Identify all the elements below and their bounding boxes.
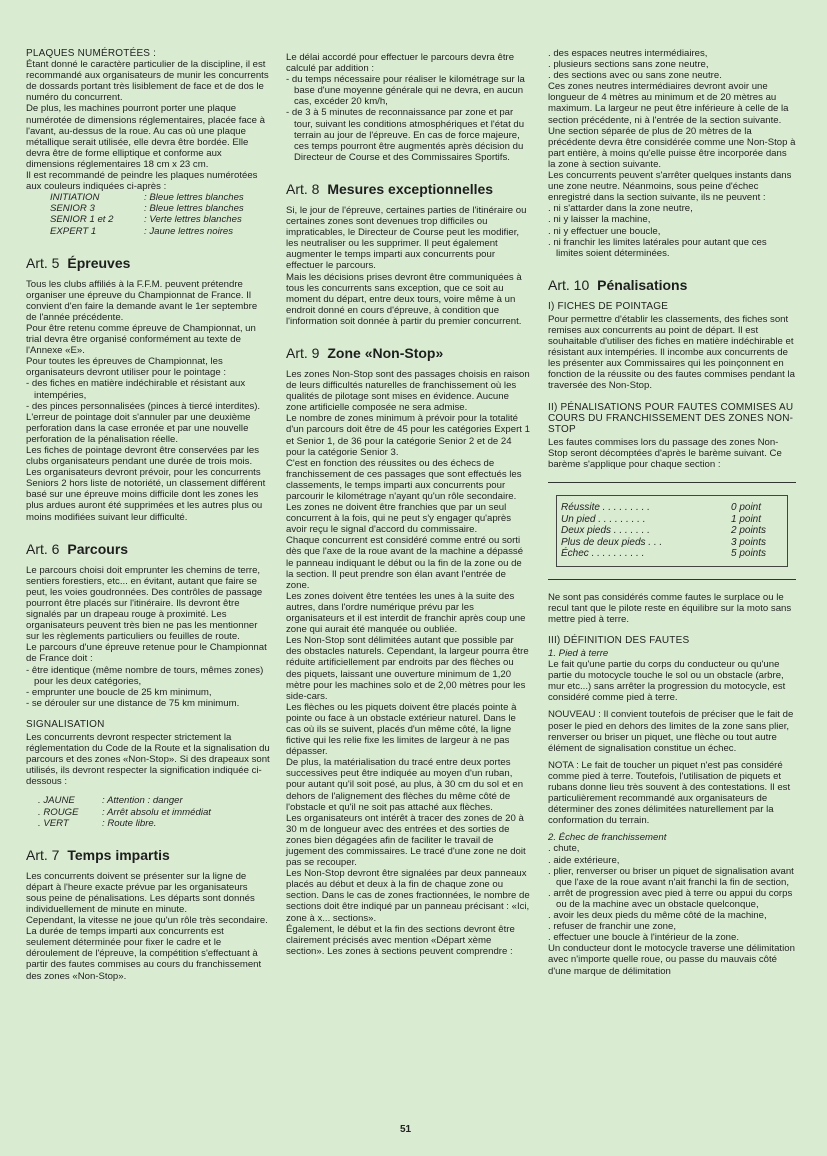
list-item: . effectuer une boucle à l'intérieur de la zone. bbox=[548, 932, 739, 944]
list-item: . des sections avec ou sans zone neutre. bbox=[548, 70, 722, 82]
color-row: SENIOR 1 et 2 : Verte lettres blanches bbox=[50, 214, 242, 226]
paragraph: Mais les décisions prises devront être communiquées à tous les concurrents sans exception, que ce soit au moment du départ, entre deux tours, voire même à un endroit donné en cours d'épreuve, à condition que l'information soit donnée à partir du premier concurrent. bbox=[286, 271, 522, 327]
paragraph: Une section séparée de plus de 20 mètres de la précédente devra être considérée comme une Non-Stop à part entière, à moins qu'elle puisse être incorporée dans la zone à section suivante. bbox=[548, 125, 796, 170]
list-item: . ni y effectuer une boucle, bbox=[548, 225, 661, 237]
paragraph: Les zones ne doivent être franchies que par un seul concurrent à la fois, qui ne peut s'y engager qu'après avoir reçu le signal d'accord du commissaire. bbox=[286, 502, 511, 536]
paragraph: Le parcours choisi doit emprunter les chemins de terre, sentiers forestiers, etc... en évitant, autant que faire se peut, les voies goudronnées. Des contrôles de passage pourront être placés sur l'itinéraire. Ils devront être signalés par un drapeau rouge à proximité. Les organisateurs peuvent très bien ne pas les mentionner sur les règlements particuliers ou feuilles de route. bbox=[26, 564, 263, 643]
article-6-heading: Art. 6 Parcours bbox=[26, 540, 129, 557]
paragraph: Ne sont pas considérés comme fautes le surplace ou le recul tant que le pilote reste en équilibre sur la moto sans mettre pied à terre. bbox=[548, 591, 792, 625]
bareme-row: Réussite . . . . . . . . . 0 point bbox=[561, 502, 762, 514]
paragraph: Les concurrents doivent se présenter sur la ligne de départ à l'heure exacte prévue par les organisateurs sous peine de pénalisations. Les départs sont donnés individuellement de minute en minute. bbox=[26, 870, 255, 915]
list-item: . ni y laisser la machine, bbox=[548, 214, 651, 226]
color-table bbox=[26, 192, 270, 236]
paragraph: La durée de temps imparti aux concurrents est seulement déterminée pour fixer le cadre et le déroulement de l'épreuve, la compétition s'effectuant à partir des fautes commises au cours du franchissement des zones «Non-Stop». bbox=[26, 926, 262, 982]
color-row: EXPERT 1 : Jaune lettres noires bbox=[50, 225, 234, 237]
paragraph: Les Non-Stop devront être signalées par deux panneaux placés au début et deux à la fin de chaque zone ou section. Dans le cas de zones fractionnées, le nombre de sections doit être indiqué par un panneau précisant : «Ici, zone à x... sections». bbox=[286, 868, 530, 924]
list-item: . ni franchir les limites latérales pour autant que ces limites soient déterminées. bbox=[548, 236, 767, 259]
article-10-heading: Art. 10 Pénalisations bbox=[548, 276, 688, 293]
list-item: . aide extérieure, bbox=[548, 854, 620, 866]
section-heading: II) PÉNALISATIONS POUR FAUTES COMMISES AU COURS DU FRANCHISSEMENT DES ZONES NON-STOP bbox=[548, 401, 794, 435]
paragraph: Le fait qu'une partie du corps du conducteur ou qu'une partie du motocycle touche le sol ou un obstacle (arbre, mur etc...) sans arrêter la progression du motocycle, est considéré comme pied à terre. bbox=[548, 659, 786, 704]
list-item: - du temps nécessaire pour réaliser le kilométrage sur la base d'une moyenne générale qui ne devra, en aucun cas, excéder 20 km/h, bbox=[286, 74, 525, 108]
article-7-heading: Art. 7 Temps impartis bbox=[26, 846, 170, 863]
paragraph: Les flèches ou les piquets doivent être placés pointe à pointe ou face à un obstacle extérieur naturel. Dans le cas où ils se suivent, placés d'un même côté, la ligne fictive qui les relie fixe les limites de largeur à ne pas dépasser. bbox=[286, 701, 517, 758]
article-5-heading: Art. 5 Épreuves bbox=[26, 254, 131, 271]
bareme-table bbox=[556, 495, 788, 567]
signalisation-heading: SIGNALISATION bbox=[26, 718, 105, 730]
bareme-row: Un pied . . . . . . . . . 1 point bbox=[561, 513, 762, 525]
list-item: . ni s'attarder dans la zone neutre, bbox=[548, 203, 693, 215]
paragraph: Les organisateurs ont intérêt à tracer des zones de 20 à 30 m de longueur avec des entrées et des sorties de zones bien dégagées afin de faciliter le travail de jugement des commissaires. Le tracé d'une zone ne doit pas se recouper. bbox=[286, 812, 526, 869]
paragraph: Les zones doivent être tentées les unes à la suite des autres, dans l'ordre numérique prévu par les organisateurs et il est interdit de franchir après coup une zone qui aurait été manquée ou oubliée. bbox=[286, 590, 526, 636]
paragraph: Le nombre de zones minimum à prévoir pour la totalité d'un parcours doit être de 45 pour les catégories Expert 1 et Senior 1, de 36 pour la catégorie Senior 2 et de 24 pour la catégorie Senior 3. bbox=[286, 413, 530, 458]
paragraph: Le délai accordé pour effectuer le parcours devra être calculé par addition : bbox=[286, 52, 515, 75]
paragraph: Les fiches de pointage devront être conservées par les clubs organisateurs pendant une durée de trois mois. bbox=[26, 445, 260, 468]
column-1 bbox=[26, 48, 270, 982]
paragraph: Également, le début et la fin des sections devront être clairement précisés avec mention «Départ xème section». Les zones à sections peuvent comprendre : bbox=[286, 923, 515, 957]
list-item: - de 3 à 5 minutes de reconnaissance par zone et par tour, suivant les conditions atmosphériques et l'état du terrain au jour de l'épreuve. En cas de force majeure, ces temps pourront être augmentés après décision du Directeur de Course et des Commissaires Sportifs. bbox=[286, 107, 525, 163]
flag-row: . ROUGE : Arrêt absolu et immédiat bbox=[38, 806, 211, 818]
paragraph: Il est recommandé de peindre les plaques numérotées aux couleurs indiquées ci-après : bbox=[26, 170, 258, 193]
color-row: INITIATION : Bleue lettres blanches bbox=[50, 192, 244, 204]
paragraph: Cependant, la vitesse ne joue qu'un rôle très secondaire. bbox=[26, 915, 268, 927]
bareme-row: Plus de deux pieds . . . 3 points bbox=[561, 536, 767, 548]
paragraph: Pour permettre d'établir les classements, des fiches sont remises aux concurrents au point de départ. Il est souhaitable d'utiliser des fiches en matière indéchirable et résistant aux intempéries. Il incombe aux concurrents de les présenter aux Commissaires qui les poinçonnent en fonction de la réussite ou des fautes commises pendant la traversée des Non-Stop. bbox=[548, 313, 795, 392]
column-2 bbox=[286, 52, 531, 957]
list-item: - être identique (même nombre de tours, mêmes zones) pour les deux catégories, bbox=[26, 664, 264, 687]
paragraph: Si, le jour de l'épreuve, certaines parties de l'itinéraire ou certaines zones sont devenues trop difficiles ou impraticables, le Directeur de Course peut les modifier, les neutraliser ou les supprimer. Il peut également augmenter le temps imparti aux concurrents pour effectuer le parcours. bbox=[286, 204, 527, 272]
paragraph: L'erreur de pointage doit s'annuler par une deuxième perforation dans la case erronée et par une nouvelle perforation de la pénalisation réelle. bbox=[26, 411, 251, 445]
paragraph: C'est en fonction des réussites ou des échecs de franchissement de ces passages que sont effectués les classements, le temps imparti aux concurrents pour parcourir le kilométrage n'ayant qu'un rôle secondaire. bbox=[286, 457, 522, 502]
paragraph: Les organisateurs devront prévoir, pour les concurrents Seniors 2 hors liste de notoriété, un classement différent basé sur une épreuve moins difficile dont les zones les plus ardues auront été supprimées et les autres plus ou moins modifiées suivant leur difficulté. bbox=[26, 467, 266, 523]
paragraph: Les Non-Stop sont délimitées autant que possible par des obstacles naturels. Cependant, la largeur pourra être réduite artificiellement par endroits par des flèches ou des piquets, laissant une ouverture minimum de 1,20 mètre pour les machines solo et de 2,00 mètres pour les side-cars. bbox=[286, 635, 529, 702]
article-8-heading: Art. 8 Mesures exceptionnelles bbox=[286, 180, 494, 197]
section-heading: I) FICHES DE POINTAGE bbox=[548, 300, 669, 312]
color-row: SENIOR 3 : Bleue lettres blanches bbox=[50, 203, 244, 215]
list-item: - des pinces personnalisées (pinces à tiercé interdites). bbox=[26, 400, 261, 412]
flag-row: . JAUNE : Attention : danger bbox=[38, 795, 183, 807]
subsection-heading: 2. Échec de franchissement bbox=[548, 832, 667, 844]
list-item: . des espaces neutres intermédiaires, bbox=[548, 48, 708, 59]
paragraph: Les concurrents devront respecter strictement la réglementation du Code de la Route et la signalisation du parcours et des zones «Non-Stop». Si des drapeaux sont utilisés, ils devront respecter la signification indiquée ci-dessous : bbox=[26, 731, 270, 788]
plaques-heading: PLAQUES NUMÉROTÉES : bbox=[26, 48, 157, 59]
paragraph: De plus, les machines pourront porter une plaque numérotée de dimensions réglementaires, placée face à l'avant, au-dessus de la roue. Au cas où une plaque métallique serait utilisée, elle devra être bordée. Elle devra être de forme elliptique et conforme aux dimensions réglementaires 18 cm x 23 cm. bbox=[26, 103, 265, 170]
paragraph: NOTA : Le fait de toucher un piquet n'est pas considéré comme pied à terre. Toutefois, l'utilisation de piquets et rubans donne lieu très souvent à des contestations. Il est particulièrement recommandé aux organisateurs de déterminer des zones délimitées naturellement par la conformation du terrain. bbox=[548, 759, 791, 827]
paragraph: Les zones Non-Stop sont des passages choisis en raison de leurs difficultés naturelles de franchissement où les qualités de pilotage sont mises en évidence. Aucune zone artificielle composée ne sera admise. bbox=[286, 368, 530, 414]
paragraph: Le parcours d'une épreuve retenue pour le Championnat de France doit : bbox=[26, 642, 267, 665]
subsection-heading: 1. Pied à terre bbox=[548, 647, 609, 659]
list-item: . avoir les deux pieds du même côté de la machine, bbox=[548, 910, 767, 922]
article-9-heading: Art. 9 Zone «Non-Stop» bbox=[286, 344, 444, 361]
bareme-row: Échec . . . . . . . . . . 5 points bbox=[561, 548, 767, 560]
paragraph: Pour toutes les épreuves de Championnat, les organisateurs devront utiliser pour le pointage : bbox=[26, 356, 226, 379]
flag-row: . VERT : Route libre. bbox=[38, 817, 157, 829]
list-item: . refuser de franchir une zone, bbox=[548, 921, 676, 933]
paragraph: Chaque concurrent est considéré comme entré ou sorti dès que l'axe de la roue avant de la machine a dépassé le panneau indiquant le début ou la fin de la zone ou de la section. Il peut prendre son élan avant l'entrée de zone. bbox=[286, 535, 524, 591]
paragraph: NOUVEAU : Il convient toutefois de préciser que le fait de poser le pied en dehors des limites de la zone sans plier, renverser ou briser un piquet, une flèche ou tout autre élément de signalisation constitue un échec. bbox=[548, 709, 794, 754]
list-item: . chute, bbox=[548, 843, 580, 855]
section-heading: III) DÉFINITION DES FAUTES bbox=[548, 634, 690, 646]
paragraph: Les concurrents peuvent s'arrêter quelques instants dans une zone neutre. Néanmoins, sous peine d'échec enregistré dans la section suivante, ils ne peuvent : bbox=[548, 170, 792, 204]
paragraph: Les fautes commises lors du passage des zones Non-Stop seront décomptées d'après le barème suivant. Ce barème s'applique pour chaque section : bbox=[548, 436, 782, 470]
paragraph: Pour être retenu comme épreuve de Championnat, un trial devra être organisé conformément au texte de l'Annexe «E». bbox=[26, 322, 256, 357]
flag-table bbox=[26, 795, 270, 828]
paragraph: Ces zones neutres intermédiaires devront avoir une longueur de 4 mètres au minimum et de 20 mètres au maximum. La largeur ne peut être inférieure à celle de la section précédente, ni à l'entrée de la section suivante. bbox=[548, 81, 789, 126]
bareme-frame bbox=[548, 482, 796, 580]
page-number: 51 bbox=[400, 1124, 412, 1135]
paragraph: Étant donné le caractère particulier de la discipline, il est recommandé aux organisateurs de munir les concurrents de dossards portant très lisiblement de face et de dos le numéro du concurrent. bbox=[26, 59, 269, 104]
list-item: . arrêt de progression avec pied à terre ou appui du corps ou de la machine avec un obstacle quelconque, bbox=[548, 887, 793, 910]
paragraph: De plus, la matérialisation du tracé entre deux portes successives peut être indiquée au moyen d'un ruban, pour autant qu'il soit posé, au plus, à 30 cm du sol et en dehors de l'alignement des flèches du même côté de l'obstacle et qu'il ne soit pas attaché aux flèches. bbox=[286, 757, 524, 813]
paragraph: Un conducteur dont le motocycle traverse une délimitation avec n'importe quelle roue, ou passe du mauvais côté d'une marque de délimitation bbox=[548, 943, 795, 977]
list-item: . plier, renverser ou briser un piquet de signalisation avant que l'axe de la roue avant n'ait franchi la fin de section, bbox=[548, 865, 794, 888]
bareme-row: Deux pieds . . . . . . . 2 points bbox=[561, 525, 767, 537]
column-3 bbox=[548, 48, 796, 977]
list-item: - se dérouler sur une distance de 75 km minimum. bbox=[26, 697, 240, 709]
list-item: - des fiches en matière indéchirable et résistant aux intempéries, bbox=[26, 378, 246, 401]
list-item: . plusieurs sections sans zone neutre, bbox=[548, 59, 709, 71]
list-item: - emprunter une boucle de 25 km minimum, bbox=[26, 686, 212, 698]
paragraph: Tous les clubs affiliés à la F.F.M. peuvent prétendre organiser une épreuve du Championnat de France. Il convient d'en faire la demande avant le 1er septembre de l'année précédente. bbox=[26, 278, 258, 323]
